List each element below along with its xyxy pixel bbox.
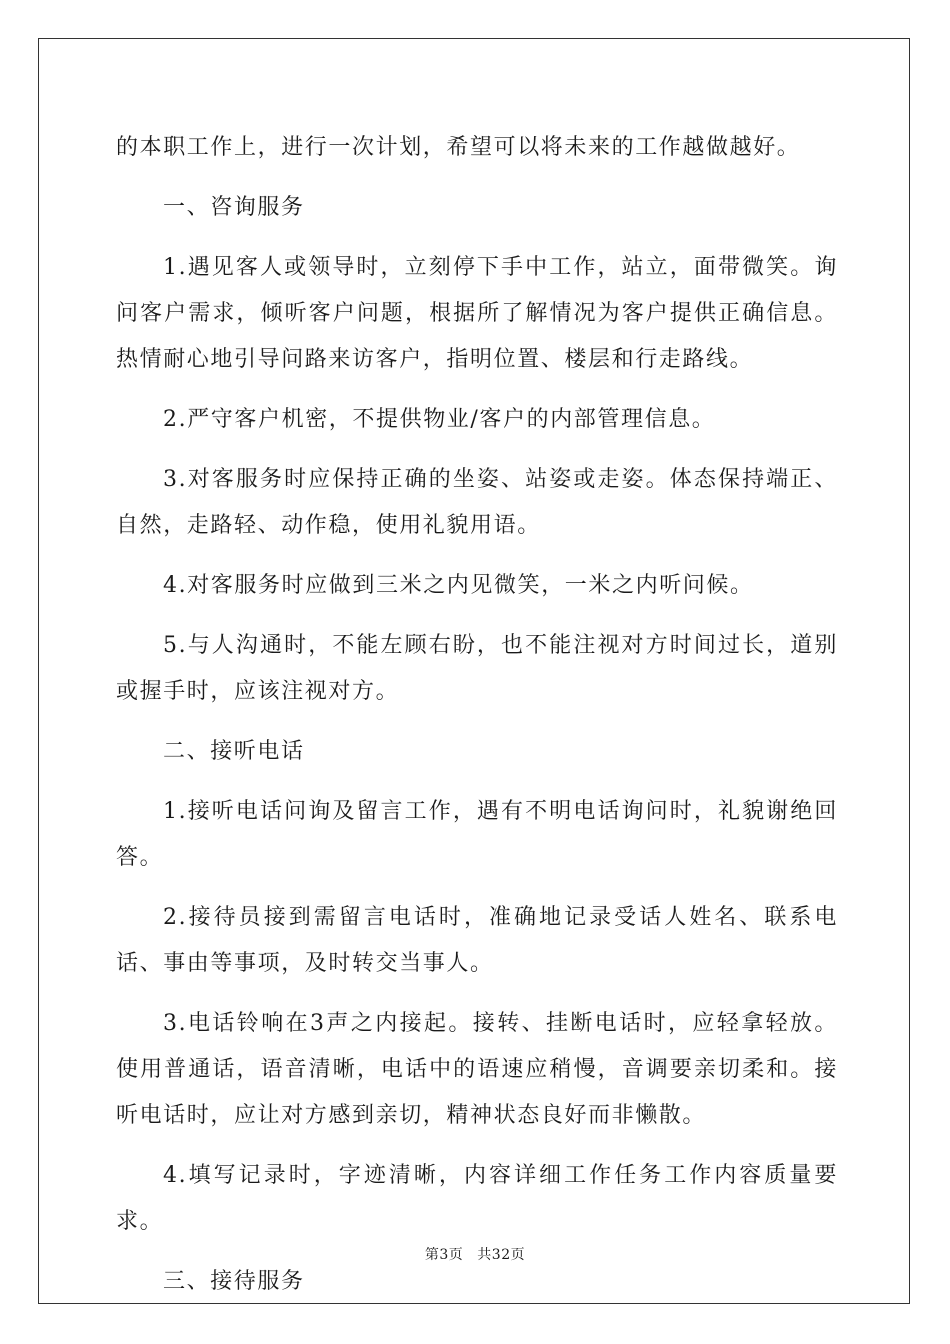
paragraph: 2.接待员接到需留言电话时，准确地记录受话人姓名、联系电话、事由等事项，及时转交当事人。 [116, 905, 838, 976]
paragraph: 4.对客服务时应做到三米之内见微笑，一米之内听问候。 [163, 573, 754, 598]
paragraph: 4.填写记录时，字迹清晰，内容详细工作任务工作内容质量要求。 [116, 1163, 838, 1234]
page-number: 第3页 [424, 1247, 464, 1263]
document-body [116, 125, 838, 1319]
paragraph: 1.接听电话问询及留言工作，遇有不明电话询问时，礼貌谢绝回答。 [116, 799, 838, 870]
paragraph: 5.与人沟通时，不能左顾右盼，也不能注视对方时间过长，道别或握手时，应该注视对方。 [116, 633, 838, 704]
paragraph: 1.遇见客人或领导时，立刻停下手中工作，站立，面带微笑。询问客户需求，倾听客户问题，根据所了解情况为客户提供正确信息。热情耐心地引导问路来访客户，指明位置、楼层和行走路线。 [116, 255, 838, 372]
paragraph: 的本职工作上，进行一次计划，希望可以将未来的工作越做越好。 [116, 135, 801, 160]
section-heading-consulting: 一、咨询服务 [163, 195, 305, 220]
section-heading-reception: 三、接待服务 [163, 1269, 305, 1294]
paragraph: 2.严守客户机密，不提供物业/客户的内部管理信息。 [163, 407, 716, 432]
section-heading-phone: 二、接听电话 [163, 739, 305, 764]
paragraph: 3.电话铃响在3声之内接起。接转、挂断电话时，应轻拿轻放。使用普通话，语音清晰，电话中的语速应稍慢，音调要亲切柔和。接听电话时，应让对方感到亲切，精神状态良好而非懒散。 [116, 1011, 838, 1128]
total-pages: 共32页 [477, 1247, 526, 1263]
page-footer [0, 1245, 950, 1265]
paragraph: 3.对客服务时应保持正确的坐姿、站姿或走姿。体态保持端正、自然，走路轻、动作稳，使用礼貌用语。 [116, 467, 838, 538]
